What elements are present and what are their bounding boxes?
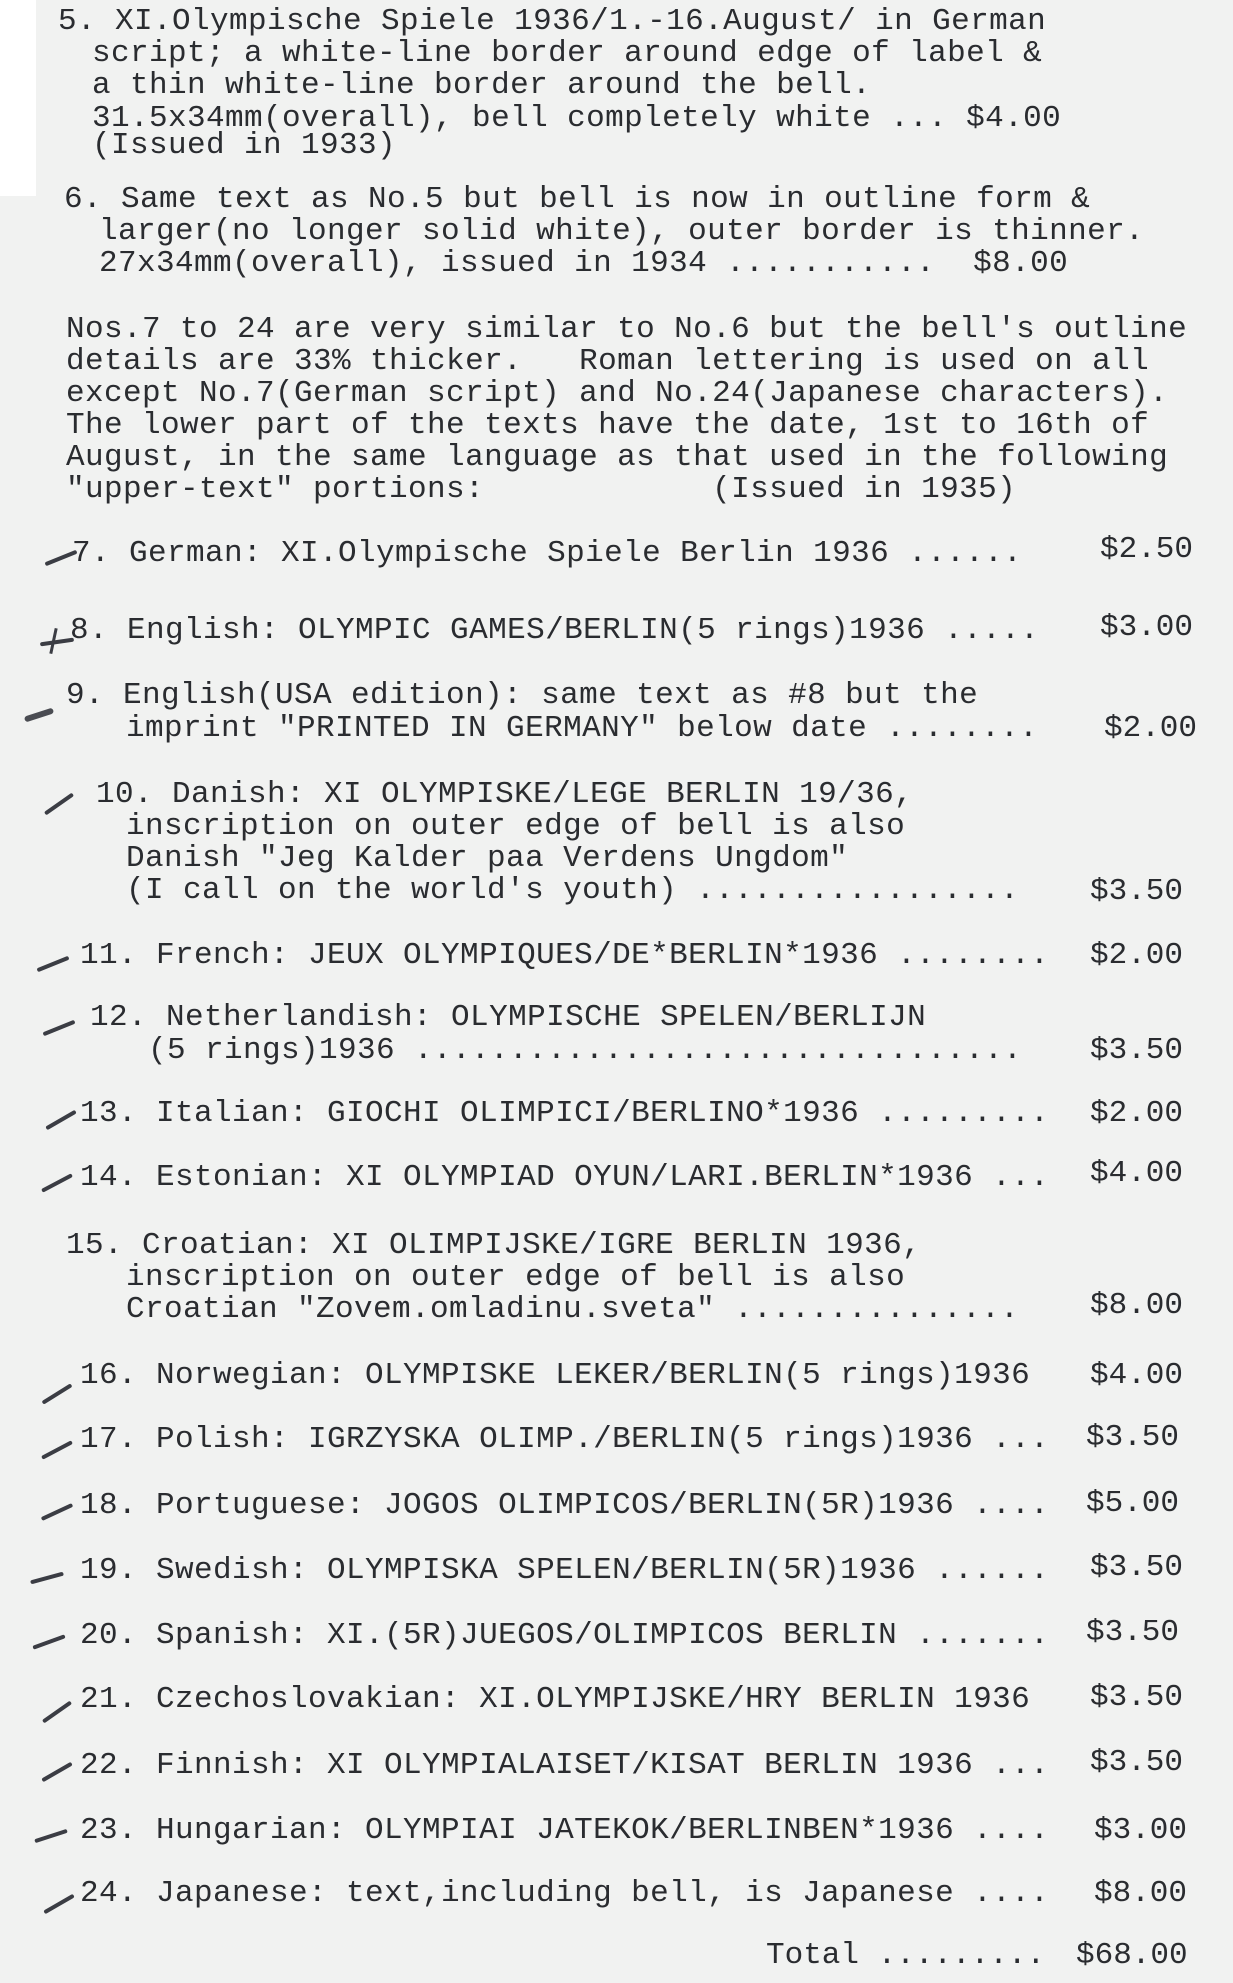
item-line: Danish "Jeg Kalder paa Verdens Ungdom" [126,841,849,876]
item-line: 18. Portuguese: JOGOS OLIMPICOS/BERLIN(5R)1936 .... [80,1488,1050,1523]
item-line: 11. French: JEUX OLYMPIQUES/DE*BERLIN*1936 ........ [80,938,1050,973]
item5-line2: script; a white-line border around edge of label & [92,36,1043,71]
item-price: $3.50 [1090,1550,1184,1585]
intro-line4: The lower part of the texts have the date, 1st to 16th of [66,408,1150,443]
item-price: $5.00 [1086,1486,1180,1521]
plus-mark [40,638,74,647]
total-value: $68.00 [1076,1938,1188,1973]
dash-mark [24,708,54,723]
item-price: $3.00 [1100,610,1194,645]
tick-mark [41,1440,73,1459]
item5-line5: (Issued in 1933) [92,128,397,163]
intro-line5: August, in the same language as that used in the following [66,440,1169,475]
item-price: $3.50 [1090,1745,1184,1780]
item-price: $4.00 [1090,1156,1184,1191]
tick-mark [32,1634,65,1649]
item-line: (I call on the world's youth) ................. [126,873,1020,908]
item-line: Croatian "Zovem.omladinu.sveta" ............... [126,1292,1020,1327]
item-line: inscription on outer edge of bell is also [126,1260,906,1295]
item-price: $3.50 [1090,1033,1184,1068]
tick-mark [34,1829,68,1843]
item-line: 22. Finnish: XI OLYMPIALAISET/KISAT BERLIN 1936 ... [80,1748,1050,1783]
item-price: $3.00 [1094,1813,1188,1848]
tick-mark [41,1503,74,1521]
item-price: $8.00 [1094,1876,1188,1911]
intro-line2: details are 33% thicker. Roman lettering is used on all [66,344,1150,379]
tick-mark [42,1020,75,1036]
item6-line1: 6. Same text as No.5 but bell is now in outline form & [64,182,1091,217]
item-price: $3.50 [1086,1420,1180,1455]
item-line: 14. Estonian: XI OLYMPIAD OYUN/LARI.BERLIN*1936 ... [80,1160,1050,1195]
item-line: 15. Croatian: XI OLIMPIJSKE/IGRE BERLIN 1936, [66,1228,922,1263]
item-line: imprint "PRINTED IN GERMANY" below date ........ [126,711,1039,746]
item-line: 23. Hungarian: OLYMPIAI JATEKOK/BERLINBEN*1936 .... [80,1813,1050,1848]
item-line: 24. Japanese: text,including bell, is Japanese .... [80,1876,1050,1911]
tick-mark [45,1110,76,1130]
item6-line3: 27x34mm(overall), issued in 1934 ........... $8.00 [99,246,1069,281]
item-price: $3.50 [1086,1615,1180,1650]
paper-edge [0,0,36,196]
tick-mark [42,1383,73,1404]
item-line: 12. Netherlandish: OLYMPISCHE SPELEN/BERLIJN [90,1000,927,1035]
tick-mark [42,1701,72,1724]
tick-mark [41,1173,73,1192]
item-price: $3.50 [1090,1680,1184,1715]
item5-line3: a thin white-line border around the bell. [92,68,872,103]
item-line: 9. English(USA edition): same text as #8 but the [66,678,979,713]
item-line: (5 rings)1936 ................................ [148,1033,1023,1068]
item6-line2: larger(no longer solid white), outer border is thinner. [99,214,1145,249]
total-label: Total ......... [766,1938,1046,1973]
item-line: inscription on outer edge of bell is also [126,809,906,844]
tick-mark [41,1762,72,1782]
item-price: $2.00 [1104,711,1198,746]
item-line: 17. Polish: IGRZYSKA OLIMP./BERLIN(5 rings)1936 ... [80,1422,1050,1457]
item-price: $2.50 [1100,532,1194,567]
item-line: 13. Italian: GIOCHI OLIMPICI/BERLINO*1936 ......... [80,1096,1050,1131]
item5-line4: 31.5x34mm(overall), bell completely white ... $4.00 [92,101,1062,136]
item-price: $8.00 [1090,1288,1184,1323]
tick-mark [30,1572,64,1585]
intro-line6: "upper-text" portions: (Issued in 1935) [66,472,1017,507]
item-line: 20. Spanish: XI.(5R)JUEGOS/OLIMPICOS BERLIN ....... [80,1618,1050,1653]
tick-mark [36,956,69,972]
item-price: $4.00 [1090,1358,1184,1393]
item-line: 10. Danish: XI OLYMPISKE/LEGE BERLIN 19/36, [96,777,914,812]
intro-line1: Nos.7 to 24 are very similar to No.6 but the bell's outline [66,312,1188,347]
item-line: 21. Czechoslovakian: XI.OLYMPIJSKE/HRY BERLIN 1936 [80,1682,1031,1717]
item-line: 8. English: OLYMPIC GAMES/BERLIN(5 rings)1936 ..... [70,613,1040,648]
item-line: 7. German: XI.Olympische Spiele Berlin 1936 ...... [72,536,1023,571]
item5-line1: 5. XI.Olympische Spiele 1936/1.-16.August/ in German [58,4,1047,39]
item-line: 19. Swedish: OLYMPISKA SPELEN/BERLIN(5R)1936 ...... [80,1553,1050,1588]
tick-mark [44,793,74,816]
intro-line3: except No.7(German script) and No.24(Japanese characters). [66,376,1169,411]
item-price: $2.00 [1090,938,1184,973]
item-price: $3.50 [1090,874,1184,909]
item-line: 16. Norwegian: OLYMPISKE LEKER/BERLIN(5 rings)1936 [80,1358,1031,1393]
tick-mark [43,1894,74,1914]
item-price: $2.00 [1090,1096,1184,1131]
